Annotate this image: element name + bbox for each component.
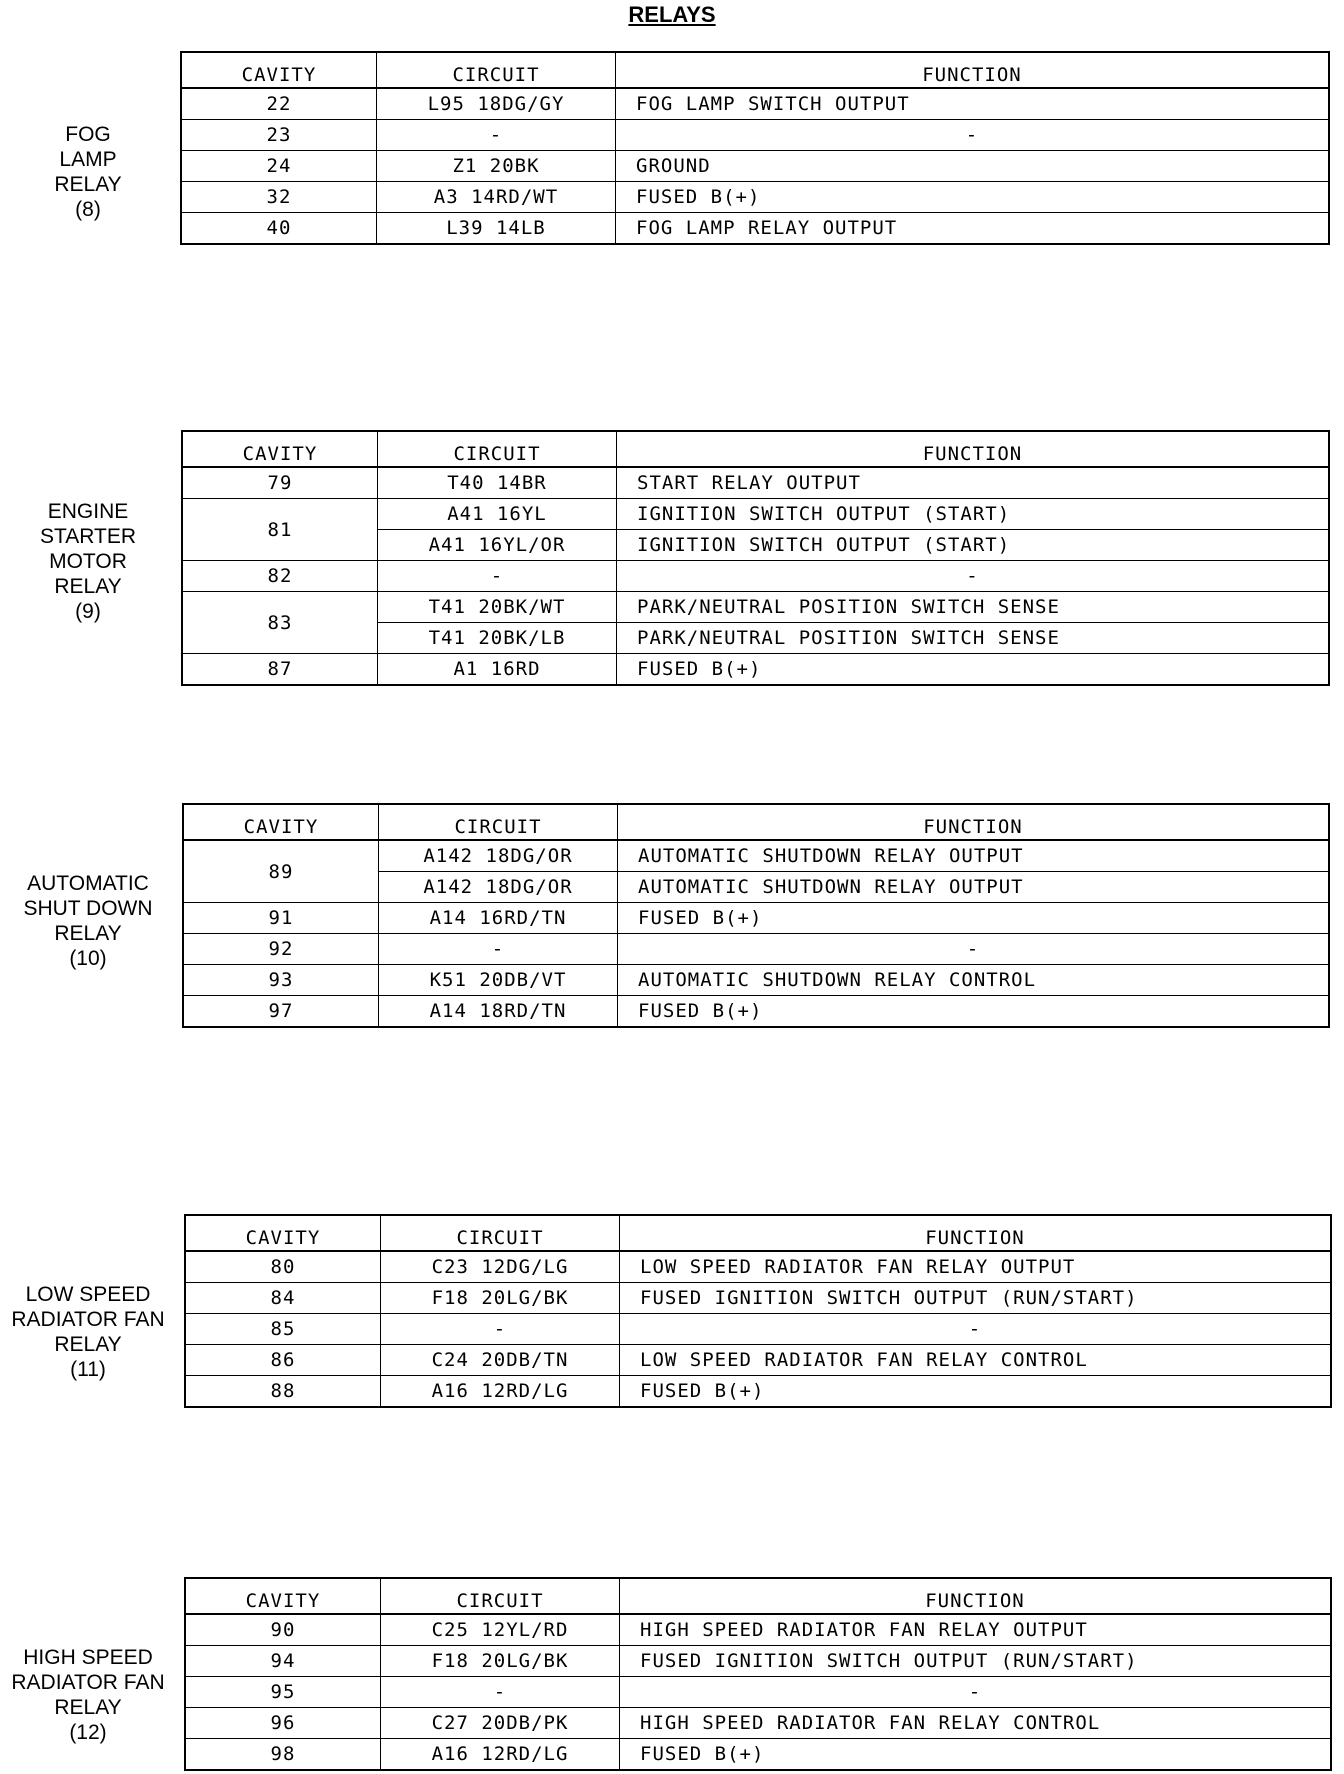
page-title: RELAYS	[628, 2, 716, 27]
cavity-cell: 82	[182, 561, 378, 592]
relay-label	[0, 1282, 176, 1382]
table-row	[181, 88, 1329, 120]
table-row	[185, 1646, 1331, 1677]
cavity-cell: 83	[182, 592, 378, 654]
circuit-cell: A16 12RD/LG	[381, 1739, 620, 1771]
circuit-cell: K51 20DB/VT	[379, 965, 618, 996]
relay-label-line: RELAY	[54, 173, 122, 196]
relay-label-line: RELAY	[54, 1696, 122, 1719]
cavity-cell: 84	[185, 1283, 381, 1314]
cavity-header: CAVITY	[185, 1215, 381, 1251]
table-row	[181, 151, 1329, 182]
circuit-cell: A41 16YL/OR	[378, 530, 617, 561]
circuit-cell: L39 14LB	[377, 213, 616, 245]
function-cell: AUTOMATIC SHUTDOWN RELAY OUTPUT	[618, 840, 1330, 872]
function-cell: FUSED IGNITION SWITCH OUTPUT (RUN/START)	[620, 1283, 1332, 1314]
circuit-cell: -	[381, 1314, 620, 1345]
function-header: FUNCTION	[617, 431, 1330, 467]
cavity-cell: 87	[182, 654, 378, 686]
circuit-cell: C27 20DB/PK	[381, 1708, 620, 1739]
circuit-cell: A1 16RD	[378, 654, 617, 686]
cavity-cell: 22	[181, 88, 377, 120]
circuit-cell: Z1 20BK	[377, 151, 616, 182]
cavity-cell: 24	[181, 151, 377, 182]
circuit-cell: -	[377, 120, 616, 151]
cavity-header: CAVITY	[182, 431, 378, 467]
function-cell: FOG LAMP SWITCH OUTPUT	[616, 88, 1330, 120]
cavity-cell: 86	[185, 1345, 381, 1376]
relay-pinout-table	[181, 430, 1330, 686]
table-row	[185, 1251, 1331, 1283]
circuit-cell: T40 14BR	[378, 467, 617, 499]
relay-label-line: RADIATOR FAN	[11, 1308, 165, 1331]
circuit-cell: F18 20LG/BK	[381, 1646, 620, 1677]
circuit-cell: C23 12DG/LG	[381, 1251, 620, 1283]
cavity-cell: 96	[185, 1708, 381, 1739]
cavity-cell: 98	[185, 1739, 381, 1771]
relay-label-line: (11)	[70, 1358, 106, 1381]
circuit-cell: -	[379, 934, 618, 965]
relay-label-line: AUTOMATIC	[27, 872, 149, 895]
circuit-cell: A3 14RD/WT	[377, 182, 616, 213]
table-header-row	[181, 52, 1329, 88]
cavity-cell: 32	[181, 182, 377, 213]
function-cell: FUSED B(+)	[616, 182, 1330, 213]
cavity-cell: 97	[183, 996, 379, 1028]
circuit-cell: -	[381, 1677, 620, 1708]
table-header-row	[185, 1578, 1331, 1614]
circuit-header: CIRCUIT	[379, 804, 618, 840]
table-row	[181, 120, 1329, 151]
circuit-cell: A142 18DG/OR	[379, 840, 618, 872]
relay-label-line: RELAY	[54, 1333, 122, 1356]
function-cell: LOW SPEED RADIATOR FAN RELAY OUTPUT	[620, 1251, 1332, 1283]
table-header-row	[185, 1215, 1331, 1251]
relay-label-line: RELAY	[54, 575, 122, 598]
circuit-cell: T41 20BK/WT	[378, 592, 617, 623]
relay-pinout-table	[184, 1577, 1332, 1771]
relay-label-line: RELAY	[54, 922, 122, 945]
relay-label-line: STARTER	[39, 525, 137, 548]
cavity-cell: 91	[183, 903, 379, 934]
table-row	[185, 1614, 1331, 1646]
relay-label-line: LOW SPEED	[25, 1283, 151, 1306]
cavity-cell: 88	[185, 1376, 381, 1408]
circuit-cell: -	[378, 561, 617, 592]
circuit-cell: F18 20LG/BK	[381, 1283, 620, 1314]
cavity-cell: 40	[181, 213, 377, 245]
relay-label	[0, 499, 176, 624]
relay-pinout-table	[182, 803, 1330, 1028]
circuit-header: CIRCUIT	[381, 1578, 620, 1614]
circuit-header: CIRCUIT	[377, 52, 616, 88]
circuit-cell: A142 18DG/OR	[379, 872, 618, 903]
function-cell: IGNITION SWITCH OUTPUT (START)	[617, 499, 1330, 530]
relay-label-line: MOTOR	[49, 550, 127, 573]
table-row	[183, 965, 1329, 996]
relay-label-line: FOG	[65, 123, 111, 146]
function-cell: -	[618, 934, 1330, 965]
function-header: FUNCTION	[618, 804, 1330, 840]
cavity-cell: 89	[183, 840, 379, 903]
function-cell: START RELAY OUTPUT	[617, 467, 1330, 499]
relay-label-line: LAMP	[59, 148, 117, 171]
table-row	[185, 1283, 1331, 1314]
table-row	[183, 934, 1329, 965]
relay-pinout-table	[180, 51, 1330, 245]
relay-label-line: SHUT DOWN	[23, 897, 153, 920]
function-cell: IGNITION SWITCH OUTPUT (START)	[617, 530, 1330, 561]
cavity-cell: 79	[182, 467, 378, 499]
table-row	[185, 1314, 1331, 1345]
cavity-cell: 81	[182, 499, 378, 561]
circuit-cell: C25 12YL/RD	[381, 1614, 620, 1646]
cavity-cell: 93	[183, 965, 379, 996]
function-cell: GROUND	[616, 151, 1330, 182]
function-cell: PARK/NEUTRAL POSITION SWITCH SENSE	[617, 592, 1330, 623]
function-cell: AUTOMATIC SHUTDOWN RELAY OUTPUT	[618, 872, 1330, 903]
table-row	[182, 467, 1329, 499]
table-row	[182, 654, 1329, 686]
cavity-cell: 85	[185, 1314, 381, 1345]
function-cell: FUSED IGNITION SWITCH OUTPUT (RUN/START)	[620, 1646, 1332, 1677]
cavity-cell: 94	[185, 1646, 381, 1677]
function-cell: -	[620, 1314, 1332, 1345]
function-cell: LOW SPEED RADIATOR FAN RELAY CONTROL	[620, 1345, 1332, 1376]
function-header: FUNCTION	[620, 1578, 1332, 1614]
table-header-row	[183, 804, 1329, 840]
function-cell: FUSED B(+)	[620, 1739, 1332, 1771]
relay-label-line: (10)	[69, 947, 107, 970]
function-cell: FUSED B(+)	[618, 903, 1330, 934]
relay-label-line: (8)	[75, 198, 101, 221]
relay-label-line: (12)	[69, 1721, 107, 1744]
circuit-cell: A16 12RD/LG	[381, 1376, 620, 1408]
cavity-header: CAVITY	[183, 804, 379, 840]
table-row	[181, 213, 1329, 245]
table-header-row	[182, 431, 1329, 467]
circuit-cell: A14 16RD/TN	[379, 903, 618, 934]
relay-label-line: ENGINE	[47, 500, 129, 523]
table-row	[185, 1708, 1331, 1739]
table-row	[183, 996, 1329, 1028]
function-cell: AUTOMATIC SHUTDOWN RELAY CONTROL	[618, 965, 1330, 996]
table-row	[185, 1376, 1331, 1408]
function-cell: PARK/NEUTRAL POSITION SWITCH SENSE	[617, 623, 1330, 654]
function-cell: FOG LAMP RELAY OUTPUT	[616, 213, 1330, 245]
table-row	[183, 840, 1329, 872]
table-row	[185, 1345, 1331, 1376]
cavity-cell: 95	[185, 1677, 381, 1708]
circuit-header: CIRCUIT	[381, 1215, 620, 1251]
cavity-header: CAVITY	[185, 1578, 381, 1614]
function-cell: FUSED B(+)	[618, 996, 1330, 1028]
relay-label-line: (9)	[75, 600, 101, 623]
table-row	[181, 182, 1329, 213]
table-row	[182, 592, 1329, 623]
circuit-cell: A41 16YL	[378, 499, 617, 530]
table-row	[185, 1677, 1331, 1708]
function-cell: FUSED B(+)	[620, 1376, 1332, 1408]
cavity-cell: 90	[185, 1614, 381, 1646]
relay-pinout-table	[184, 1214, 1332, 1408]
circuit-cell: L95 18DG/GY	[377, 88, 616, 120]
cavity-cell: 80	[185, 1251, 381, 1283]
function-cell: -	[616, 120, 1330, 151]
relay-label-line: HIGH SPEED	[23, 1646, 153, 1669]
function-cell: -	[620, 1677, 1332, 1708]
relay-label	[0, 122, 176, 222]
relay-label-line: RADIATOR FAN	[11, 1671, 165, 1694]
function-cell: HIGH SPEED RADIATOR FAN RELAY OUTPUT	[620, 1614, 1332, 1646]
circuit-cell: A14 18RD/TN	[379, 996, 618, 1028]
cavity-cell: 92	[183, 934, 379, 965]
function-header: FUNCTION	[616, 52, 1330, 88]
circuit-header: CIRCUIT	[378, 431, 617, 467]
function-cell: FUSED B(+)	[617, 654, 1330, 686]
function-cell: -	[617, 561, 1330, 592]
table-row	[182, 499, 1329, 530]
table-row	[183, 903, 1329, 934]
cavity-cell: 23	[181, 120, 377, 151]
circuit-cell: C24 20DB/TN	[381, 1345, 620, 1376]
table-row	[185, 1739, 1331, 1771]
function-header: FUNCTION	[620, 1215, 1332, 1251]
cavity-header: CAVITY	[181, 52, 377, 88]
relay-label	[0, 1645, 176, 1745]
table-row	[182, 561, 1329, 592]
function-cell: HIGH SPEED RADIATOR FAN RELAY CONTROL	[620, 1708, 1332, 1739]
circuit-cell: T41 20BK/LB	[378, 623, 617, 654]
relay-label	[0, 871, 176, 971]
